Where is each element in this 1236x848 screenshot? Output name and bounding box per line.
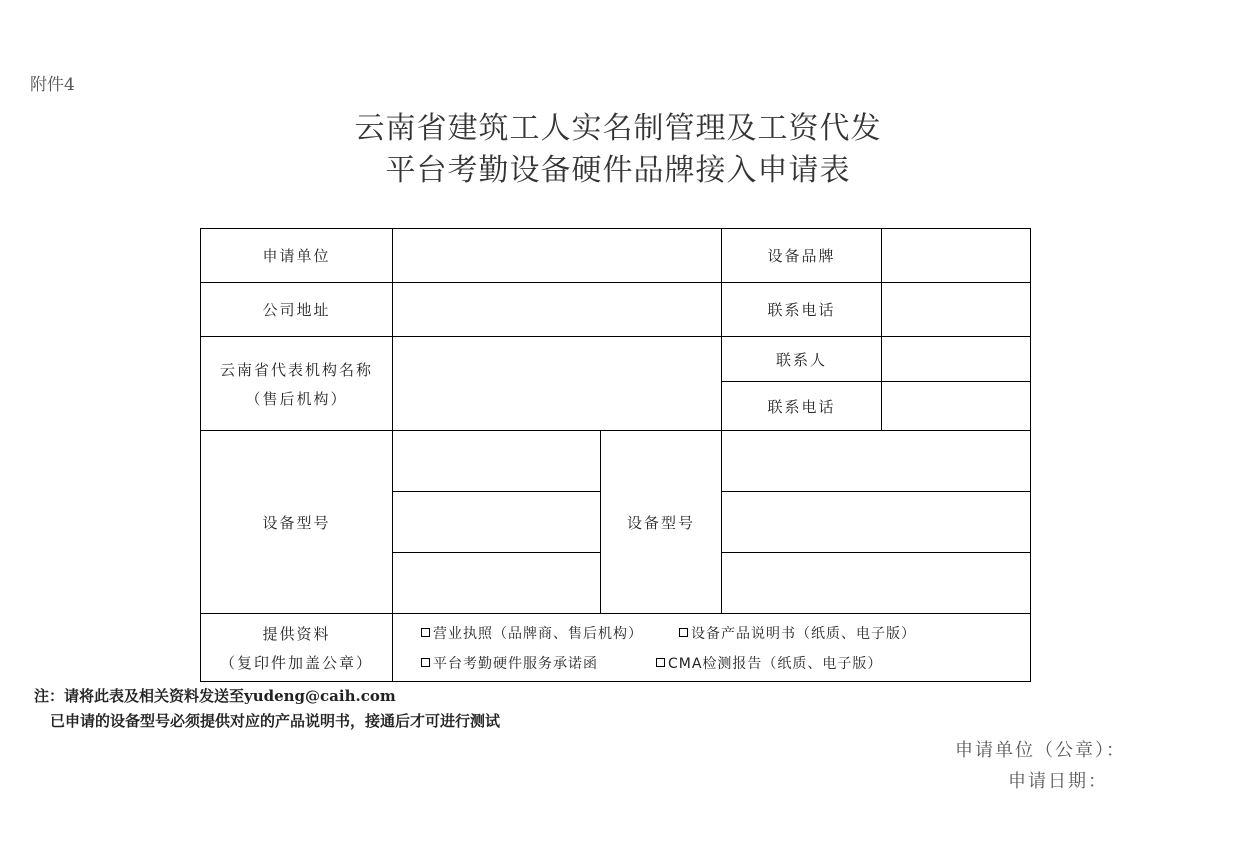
form-title-line-2: 平台考勤设备硬件品牌接入申请表 bbox=[385, 153, 851, 188]
field-contact-phone-2[interactable] bbox=[882, 382, 1031, 431]
field-device-model-right-3[interactable] bbox=[722, 553, 1031, 614]
label-rep-org bbox=[201, 337, 393, 431]
field-company-address[interactable] bbox=[393, 283, 722, 337]
option-cma-report-label: CMA检测报告（纸质、电子版） bbox=[668, 655, 883, 672]
label-device-model-left: 设备型号 bbox=[201, 431, 393, 614]
label-device-brand: 设备品牌 bbox=[722, 229, 882, 283]
label-applicant-unit: 申请单位 bbox=[201, 229, 393, 283]
label-company-address: 公司地址 bbox=[201, 283, 393, 337]
note-line-1: 注：请将此表及相关资料发送至yudeng@caih.com bbox=[34, 687, 396, 705]
field-device-model-left-2[interactable] bbox=[393, 492, 601, 553]
application-form-table bbox=[200, 228, 1031, 682]
label-contact-phone-2: 联系电话 bbox=[722, 382, 882, 431]
field-device-model-right-2[interactable] bbox=[722, 492, 1031, 553]
option-product-manual[interactable] bbox=[679, 623, 916, 643]
note-line-2: 已申请的设备型号必须提供对应的产品说明书，接通后才可进行测试 bbox=[50, 712, 501, 730]
option-service-commitment[interactable] bbox=[421, 653, 656, 673]
checkbox-icon[interactable] bbox=[656, 658, 665, 667]
field-device-model-right-1[interactable] bbox=[722, 431, 1031, 492]
label-materials-main: 提供资料 bbox=[262, 624, 331, 643]
label-contact-person: 联系人 bbox=[722, 337, 882, 382]
form-title-line-1: 云南省建筑工人实名制管理及工资代发 bbox=[354, 111, 882, 146]
option-product-manual-label: 设备产品说明书（纸质、电子版） bbox=[691, 625, 916, 642]
field-device-model-left-1[interactable] bbox=[393, 431, 601, 492]
label-rep-org-sub: （售后机构） bbox=[245, 389, 348, 408]
signature-date: 申请日期： bbox=[1008, 771, 1108, 792]
option-business-license-label: 营业执照（品牌商、售后机构） bbox=[433, 625, 643, 642]
label-contact-phone: 联系电话 bbox=[722, 283, 882, 337]
checkbox-icon[interactable] bbox=[679, 628, 688, 637]
checkbox-icon[interactable] bbox=[421, 628, 430, 637]
label-device-model-right: 设备型号 bbox=[601, 431, 722, 614]
label-rep-org-name: 云南省代表机构名称 bbox=[219, 360, 373, 379]
label-materials-sub: （复印件加盖公章） bbox=[219, 653, 373, 672]
field-device-model-left-3[interactable] bbox=[393, 553, 601, 614]
option-service-commitment-label: 平台考勤硬件服务承诺函 bbox=[433, 655, 598, 672]
attachment-label: 附件4 bbox=[30, 75, 75, 95]
field-rep-org-name[interactable] bbox=[393, 337, 722, 431]
field-contact-person[interactable] bbox=[882, 337, 1031, 382]
field-contact-phone[interactable] bbox=[882, 283, 1031, 337]
materials-options bbox=[393, 614, 1031, 682]
option-cma-report[interactable] bbox=[656, 653, 882, 673]
option-business-license[interactable] bbox=[421, 623, 679, 643]
label-materials bbox=[201, 614, 393, 682]
field-device-brand[interactable] bbox=[882, 229, 1031, 283]
field-applicant-unit[interactable] bbox=[393, 229, 722, 283]
signature-unit-seal: 申请单位（公章）： bbox=[955, 740, 1126, 761]
checkbox-icon[interactable] bbox=[421, 658, 430, 667]
